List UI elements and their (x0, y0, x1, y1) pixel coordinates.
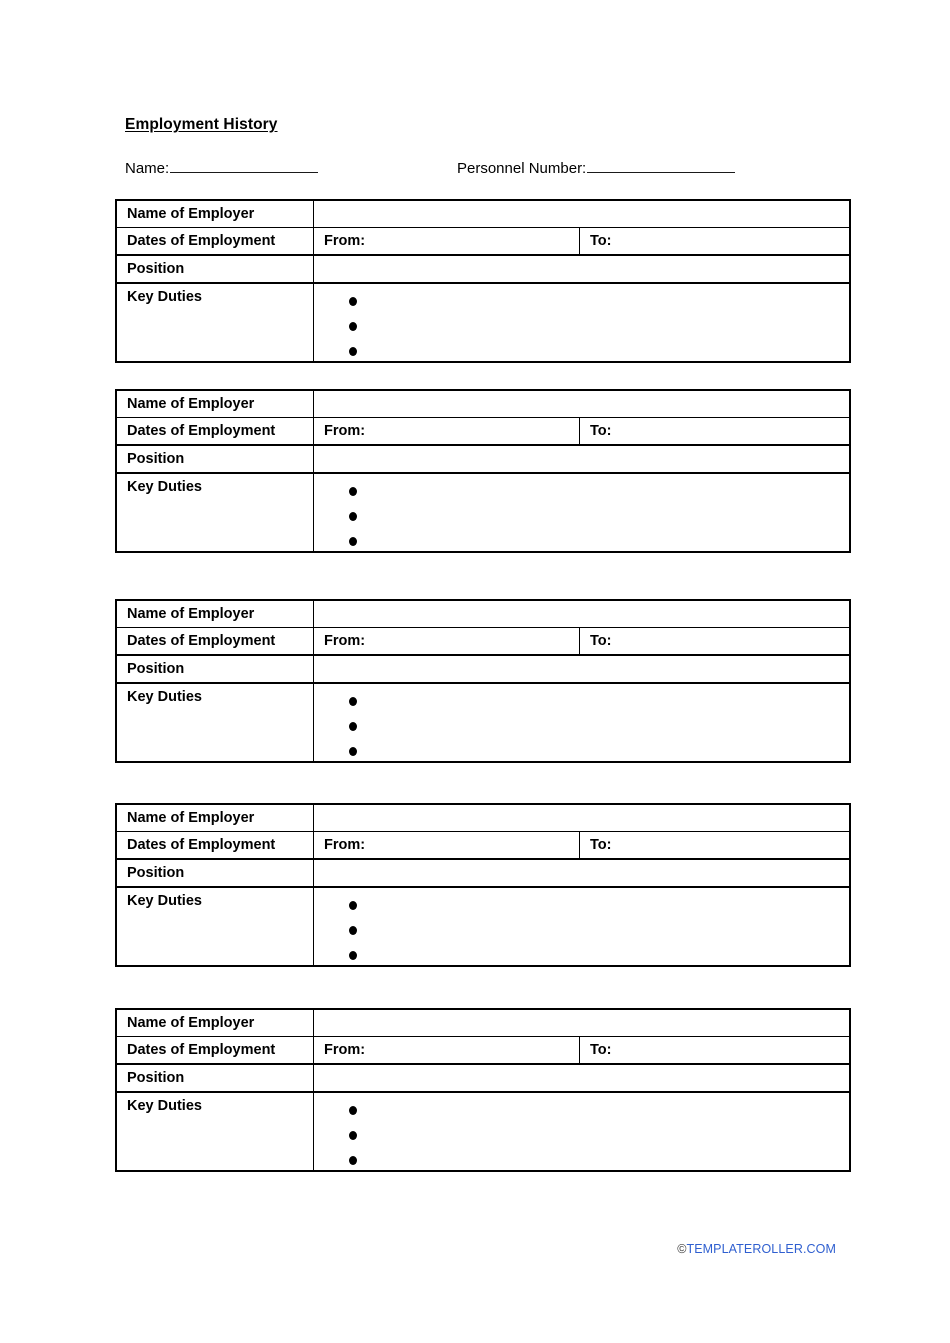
table-row (117, 684, 849, 761)
position-label: Position (117, 1065, 314, 1091)
list-item[interactable] (324, 943, 849, 965)
list-item[interactable] (324, 893, 849, 918)
key-duties-label: Key Duties (117, 1093, 314, 1170)
position-value[interactable] (314, 446, 849, 472)
bullet-icon (349, 722, 357, 731)
employer-label: Name of Employer (117, 601, 314, 627)
bullet-icon (349, 926, 357, 935)
list-item[interactable] (324, 529, 849, 551)
personnel-number-input-rule[interactable] (587, 158, 735, 173)
employer-value[interactable] (314, 601, 849, 627)
bullet-icon (349, 1131, 357, 1140)
table-row (117, 474, 849, 551)
table-row (117, 391, 849, 418)
bullet-icon (349, 901, 357, 910)
to-value[interactable]: To: (590, 233, 612, 249)
position-value[interactable] (314, 860, 849, 886)
personnel-number-label: Personnel Number: (457, 159, 587, 177)
employment-block-1 (115, 199, 851, 363)
page-title: Employment History (125, 116, 278, 133)
key-duties-value[interactable] (314, 284, 849, 361)
duties-list (324, 1098, 849, 1170)
from-value[interactable]: From: (314, 228, 580, 254)
list-item[interactable] (324, 1148, 849, 1170)
table-row (117, 860, 849, 888)
list-item[interactable] (324, 1123, 849, 1148)
position-label: Position (117, 256, 314, 282)
key-duties-label: Key Duties (117, 684, 314, 761)
bullet-icon (349, 512, 357, 521)
employment-block-2 (115, 389, 851, 553)
from-value[interactable]: From: (314, 628, 580, 654)
copyright-icon: © (677, 1242, 687, 1256)
list-item[interactable] (324, 918, 849, 943)
bullet-icon (349, 537, 357, 546)
dates-label: Dates of Employment (117, 1037, 314, 1063)
table-row (117, 656, 849, 684)
name-field-group (125, 158, 318, 177)
employer-label: Name of Employer (117, 391, 314, 417)
bullet-icon (349, 487, 357, 496)
key-duties-label: Key Duties (117, 888, 314, 965)
bullet-icon (349, 297, 357, 306)
identity-row (125, 158, 885, 182)
employer-label: Name of Employer (117, 805, 314, 831)
table-row (117, 1010, 849, 1037)
list-item[interactable] (324, 504, 849, 529)
bullet-icon (349, 747, 357, 756)
list-item[interactable] (324, 314, 849, 339)
duties-list (324, 289, 849, 361)
name-input-rule[interactable] (170, 158, 318, 173)
employer-label: Name of Employer (117, 201, 314, 227)
position-value[interactable] (314, 1065, 849, 1091)
employer-label: Name of Employer (117, 1010, 314, 1036)
dates-label: Dates of Employment (117, 628, 314, 654)
table-row (117, 1037, 849, 1065)
brand-link[interactable]: TEMPLATEROLLER.COM (686, 1242, 836, 1256)
employer-value[interactable] (314, 201, 849, 227)
from-value[interactable]: From: (314, 418, 580, 444)
table-row (117, 1093, 849, 1170)
key-duties-label: Key Duties (117, 284, 314, 361)
employment-block-3 (115, 599, 851, 763)
key-duties-value[interactable] (314, 888, 849, 965)
position-value[interactable] (314, 256, 849, 282)
list-item[interactable] (324, 289, 849, 314)
from-value[interactable]: From: (314, 832, 580, 858)
from-value[interactable]: From: (314, 1037, 580, 1063)
table-row (117, 1065, 849, 1093)
key-duties-value[interactable] (314, 474, 849, 551)
duties-list (324, 893, 849, 965)
key-duties-value[interactable] (314, 1093, 849, 1170)
table-row (117, 805, 849, 832)
bullet-icon (349, 951, 357, 960)
dates-label: Dates of Employment (117, 228, 314, 254)
name-label: Name: (125, 159, 170, 177)
list-item[interactable] (324, 1098, 849, 1123)
bullet-icon (349, 322, 357, 331)
bullet-icon (349, 697, 357, 706)
table-row (117, 888, 849, 965)
to-value[interactable]: To: (590, 633, 612, 649)
list-item[interactable] (324, 689, 849, 714)
list-item[interactable] (324, 479, 849, 504)
list-item[interactable] (324, 739, 849, 761)
to-value[interactable]: To: (590, 837, 612, 853)
key-duties-label: Key Duties (117, 474, 314, 551)
duties-list (324, 479, 849, 551)
position-value[interactable] (314, 656, 849, 682)
key-duties-value[interactable] (314, 684, 849, 761)
position-label: Position (117, 656, 314, 682)
position-label: Position (117, 860, 314, 886)
duties-list (324, 689, 849, 761)
table-row (117, 832, 849, 860)
bullet-icon (349, 1106, 357, 1115)
employer-value[interactable] (314, 391, 849, 417)
dates-label: Dates of Employment (117, 418, 314, 444)
table-row (117, 418, 849, 446)
employer-value[interactable] (314, 805, 849, 831)
table-row (117, 446, 849, 474)
table-row (117, 256, 849, 284)
dates-label: Dates of Employment (117, 832, 314, 858)
personnel-number-field-group (457, 158, 735, 177)
table-row (117, 628, 849, 656)
employment-block-4 (115, 803, 851, 967)
list-item[interactable] (324, 714, 849, 739)
table-row (117, 601, 849, 628)
table-row (117, 228, 849, 256)
bullet-icon (349, 1156, 357, 1165)
position-label: Position (117, 446, 314, 472)
table-row (117, 201, 849, 228)
bullet-icon (349, 347, 357, 356)
employer-value[interactable] (314, 1010, 849, 1036)
to-value[interactable]: To: (590, 1042, 612, 1058)
employment-block-5 (115, 1008, 851, 1172)
table-row (117, 284, 849, 361)
list-item[interactable] (324, 339, 849, 361)
to-value[interactable]: To: (590, 423, 612, 439)
footer-watermark (0, 1242, 950, 1256)
